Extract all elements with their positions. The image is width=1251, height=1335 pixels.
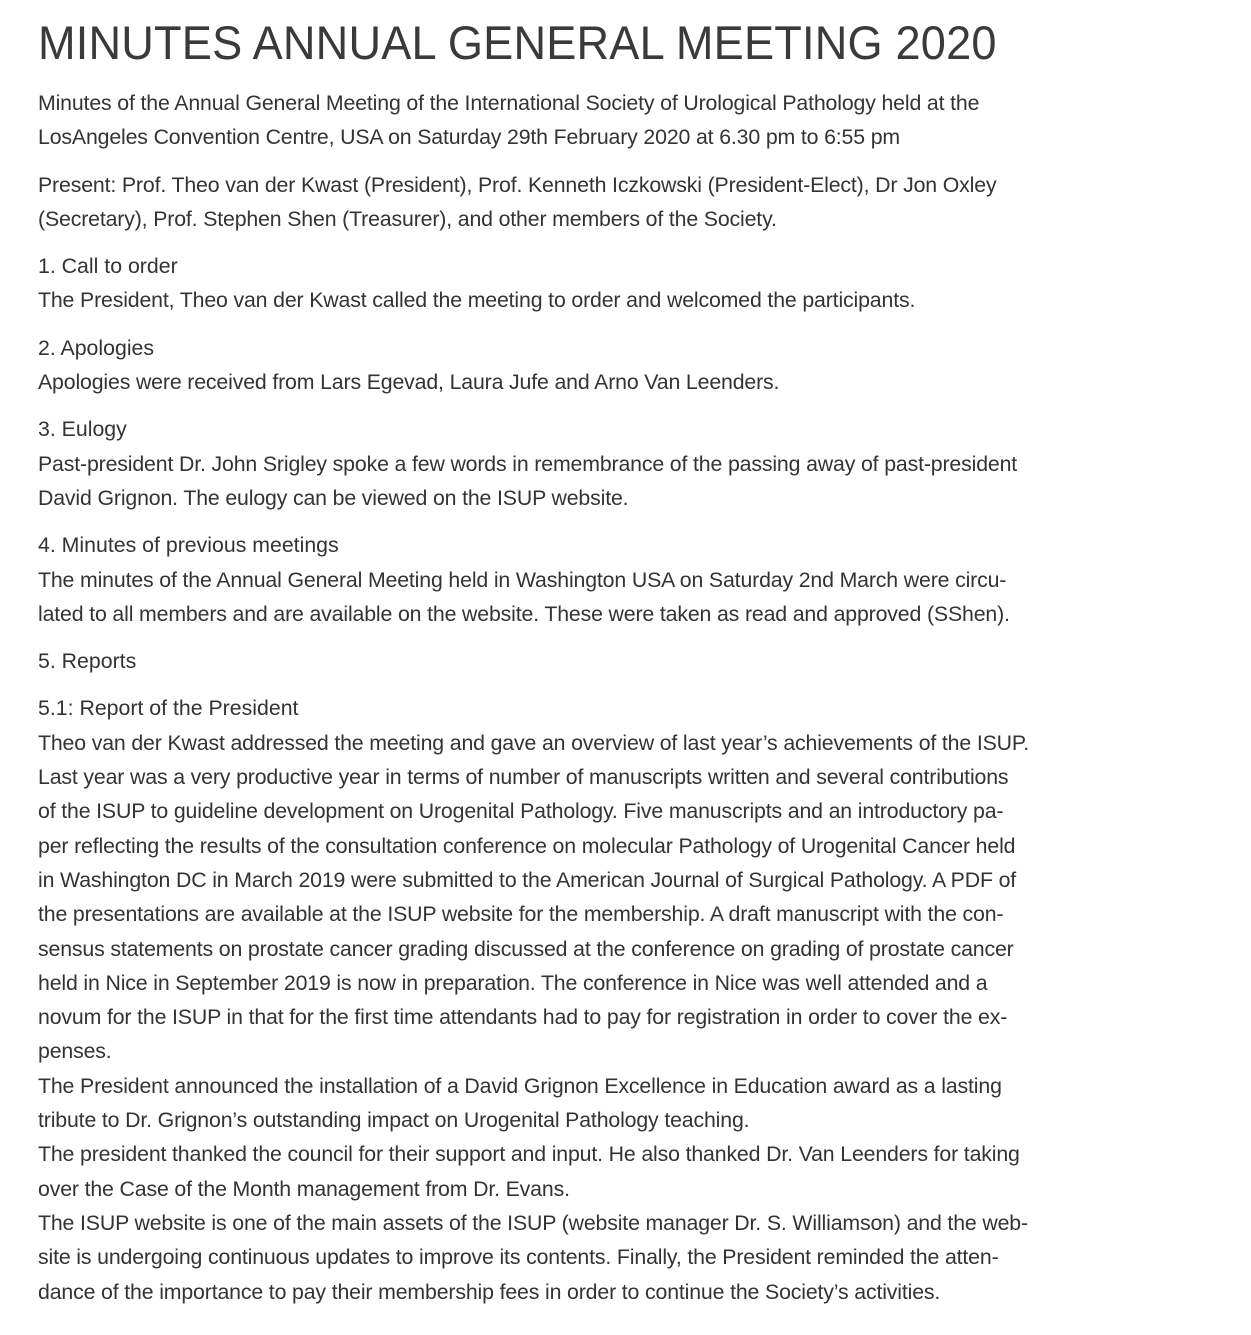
section-previous-minutes xyxy=(38,528,1251,631)
section-heading: 5. Reports xyxy=(38,649,137,674)
section-line: Theo van der Kwast addressed the meeting and gave an overview of last year’s achievements of the ISUP. xyxy=(38,730,1029,755)
present-line: Present: Prof. Theo van der Kwast (President), Prof. Kenneth Iczkowski (President-Elect), Dr Jon Oxley xyxy=(38,172,997,197)
section-line: dance of the importance to pay their membership fees in order to continue the Society’s activities. xyxy=(38,1279,941,1304)
section-heading: 2. Apologies xyxy=(38,335,155,360)
section-line: the presentations are available at the ISUP website for the membership. A draft manuscript with the con- xyxy=(38,902,1004,927)
section-apologies xyxy=(38,331,1251,400)
section-line: lated to all members and are available on the website. These were taken as read and approved (SShen). xyxy=(38,601,1010,626)
section-call-to-order xyxy=(38,249,1251,318)
section-line: The ISUP website is one of the main assets of the ISUP (website manager Dr. S. Williamson) and the web- xyxy=(38,1210,1028,1235)
section-line: The President announced the installation of a David Grignon Excellence in Education award as a lasting xyxy=(38,1073,1002,1098)
page-title: MINUTES ANNUAL GENERAL MEETING 2020 xyxy=(38,16,997,69)
section-line: sensus statements on prostate cancer grading discussed at the conference on grading of prostate cancer xyxy=(38,936,1014,961)
section-line: in Washington DC in March 2019 were submitted to the American Journal of Surgical Pathology. A PDF of xyxy=(38,867,1017,892)
section-eulogy xyxy=(38,412,1251,515)
present-line: (Secretary), Prof. Stephen Shen (Treasurer), and other members of the Society. xyxy=(38,206,777,231)
intro-paragraph xyxy=(38,86,1251,155)
section-reports xyxy=(38,644,1251,678)
section-line: tribute to Dr. Grignon’s outstanding impact on Urogenital Pathology teaching. xyxy=(38,1108,750,1133)
section-president-report xyxy=(38,691,1251,1308)
section-heading: 5.1: Report of the President xyxy=(38,696,299,721)
section-line: of the ISUP to guideline development on Urogenital Pathology. Five manuscripts and an introductory pa- xyxy=(38,799,1004,824)
section-heading: 4. Minutes of previous meetings xyxy=(38,533,339,558)
section-line: held in Nice in September 2019 is now in preparation. The conference in Nice was well attended and a xyxy=(38,970,988,995)
section-line: penses. xyxy=(38,1039,112,1064)
section-line: Apologies were received from Lars Egevad, Laura Jufe and Arno Van Leenders. xyxy=(38,370,780,395)
intro-line: LosAngeles Convention Centre, USA on Saturday 29th February 2020 at 6.30 pm to 6:55 pm xyxy=(38,125,900,150)
intro-line: Minutes of the Annual General Meeting of the International Society of Urological Pathology held at the xyxy=(38,91,980,115)
section-line: The minutes of the Annual General Meeting held in Washington USA on Saturday 2nd March were circu- xyxy=(38,567,1007,592)
section-line: Last year was a very productive year in terms of number of manuscripts written and several contributions xyxy=(38,765,1009,790)
section-line: David Grignon. The eulogy can be viewed on the ISUP website. xyxy=(38,485,629,510)
section-line: novum for the ISUP in that for the first time attendants had to pay for registration in order to cover the ex- xyxy=(38,1005,1008,1030)
section-heading: 1. Call to order xyxy=(38,254,178,279)
present-paragraph xyxy=(38,168,1251,237)
section-line: The president thanked the council for their support and input. He also thanked Dr. Van Leenders for taking xyxy=(38,1142,1020,1167)
section-line: site is undergoing continuous updates to improve its contents. Finally, the President reminded the atten- xyxy=(38,1245,999,1270)
section-line: per reflecting the results of the consultation conference on molecular Pathology of Urogenital Cancer held xyxy=(38,833,1016,858)
section-line: Past-president Dr. John Srigley spoke a few words in remembrance of the passing away of past-president xyxy=(38,451,1018,476)
section-line: The President, Theo van der Kwast called the meeting to order and welcomed the participants. xyxy=(38,288,916,313)
section-line: over the Case of the Month management from Dr. Evans. xyxy=(38,1176,570,1201)
section-heading: 3. Eulogy xyxy=(38,417,127,442)
